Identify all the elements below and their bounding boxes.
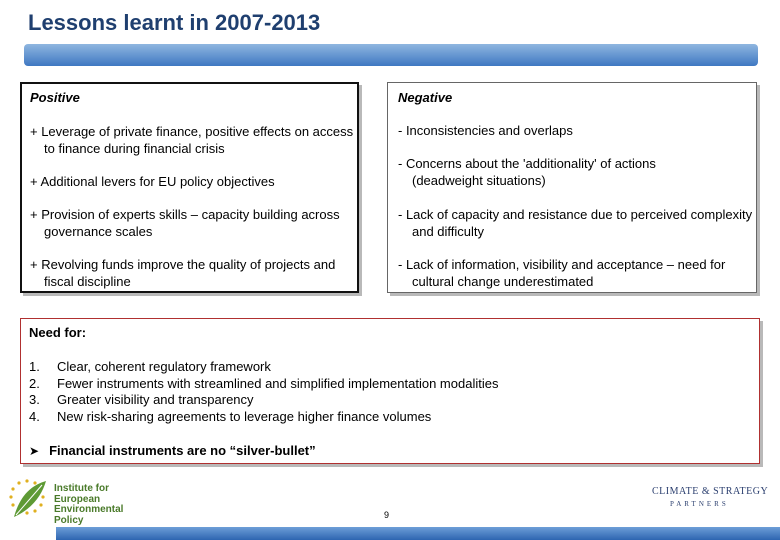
list-number: 4. [29,408,40,424]
slide-title: Lessons learnt in 2007-2013 [28,10,321,35]
conclusion-text: Financial instruments are no “silver-bullet” [49,443,316,458]
page-number: 9 [384,510,390,520]
ieep-line-3: Environmental [54,504,124,515]
ieep-line-1: Institute for [54,483,109,494]
list-text: Greater visibility and transparency [57,392,254,407]
negative-item-4: - Lack of information, visibility and acceptance – need for cultural change underestimated [398,257,726,289]
positive-heading: Positive [30,90,80,105]
title-bar [24,44,758,66]
ieep-name [54,484,123,526]
positive-item-4: + Revolving funds improve the quality of projects and fiscal discipline [30,257,336,289]
climate-strategy-logo-bottom: PARTNERS [670,500,729,508]
need-box [20,318,760,464]
list-item [29,376,498,393]
arrow-bullet-icon: ➤ [29,443,40,458]
negative-item-3: - Lack of capacity and resistance due to perceived complexity and difficulty [398,207,753,239]
negative-heading: Negative [398,90,453,105]
positive-item-2: + Additional levers for EU policy objectives [30,174,275,189]
list-number: 3. [29,392,40,407]
list-number: 2. [29,375,40,391]
climate-strategy-logo-top: CLIMATE & STRATEGY [652,486,769,497]
list-item [29,359,498,376]
list-number: 1. [29,359,40,374]
conclusion [29,443,316,458]
list-text: New risk-sharing agreements to leverage higher finance volumes [57,408,432,424]
positive-item-3: + Provision of experts skills – capacity building across governance scales [30,207,340,239]
positive-item-1: + Leverage of private finance, positive effects on access to finance during financial crisis [30,124,354,156]
need-list [29,359,498,425]
list-text: Clear, coherent regulatory framework [57,359,271,374]
positive-box [20,82,359,293]
negative-item-2: - Concerns about the 'additionality' of actions (deadweight situations) [398,156,656,188]
need-heading: Need for: [29,325,87,340]
footer-bar [56,527,780,540]
negative-box [387,82,757,293]
list-item [29,409,498,426]
ieep-line-2: European [54,493,101,505]
list-text: Fewer instruments with streamlined and simplified implementation modalities [57,375,499,391]
negative-item-1: - Inconsistencies and overlaps [398,123,573,138]
ieep-line-4: Policy [54,514,84,526]
list-item [29,392,498,409]
